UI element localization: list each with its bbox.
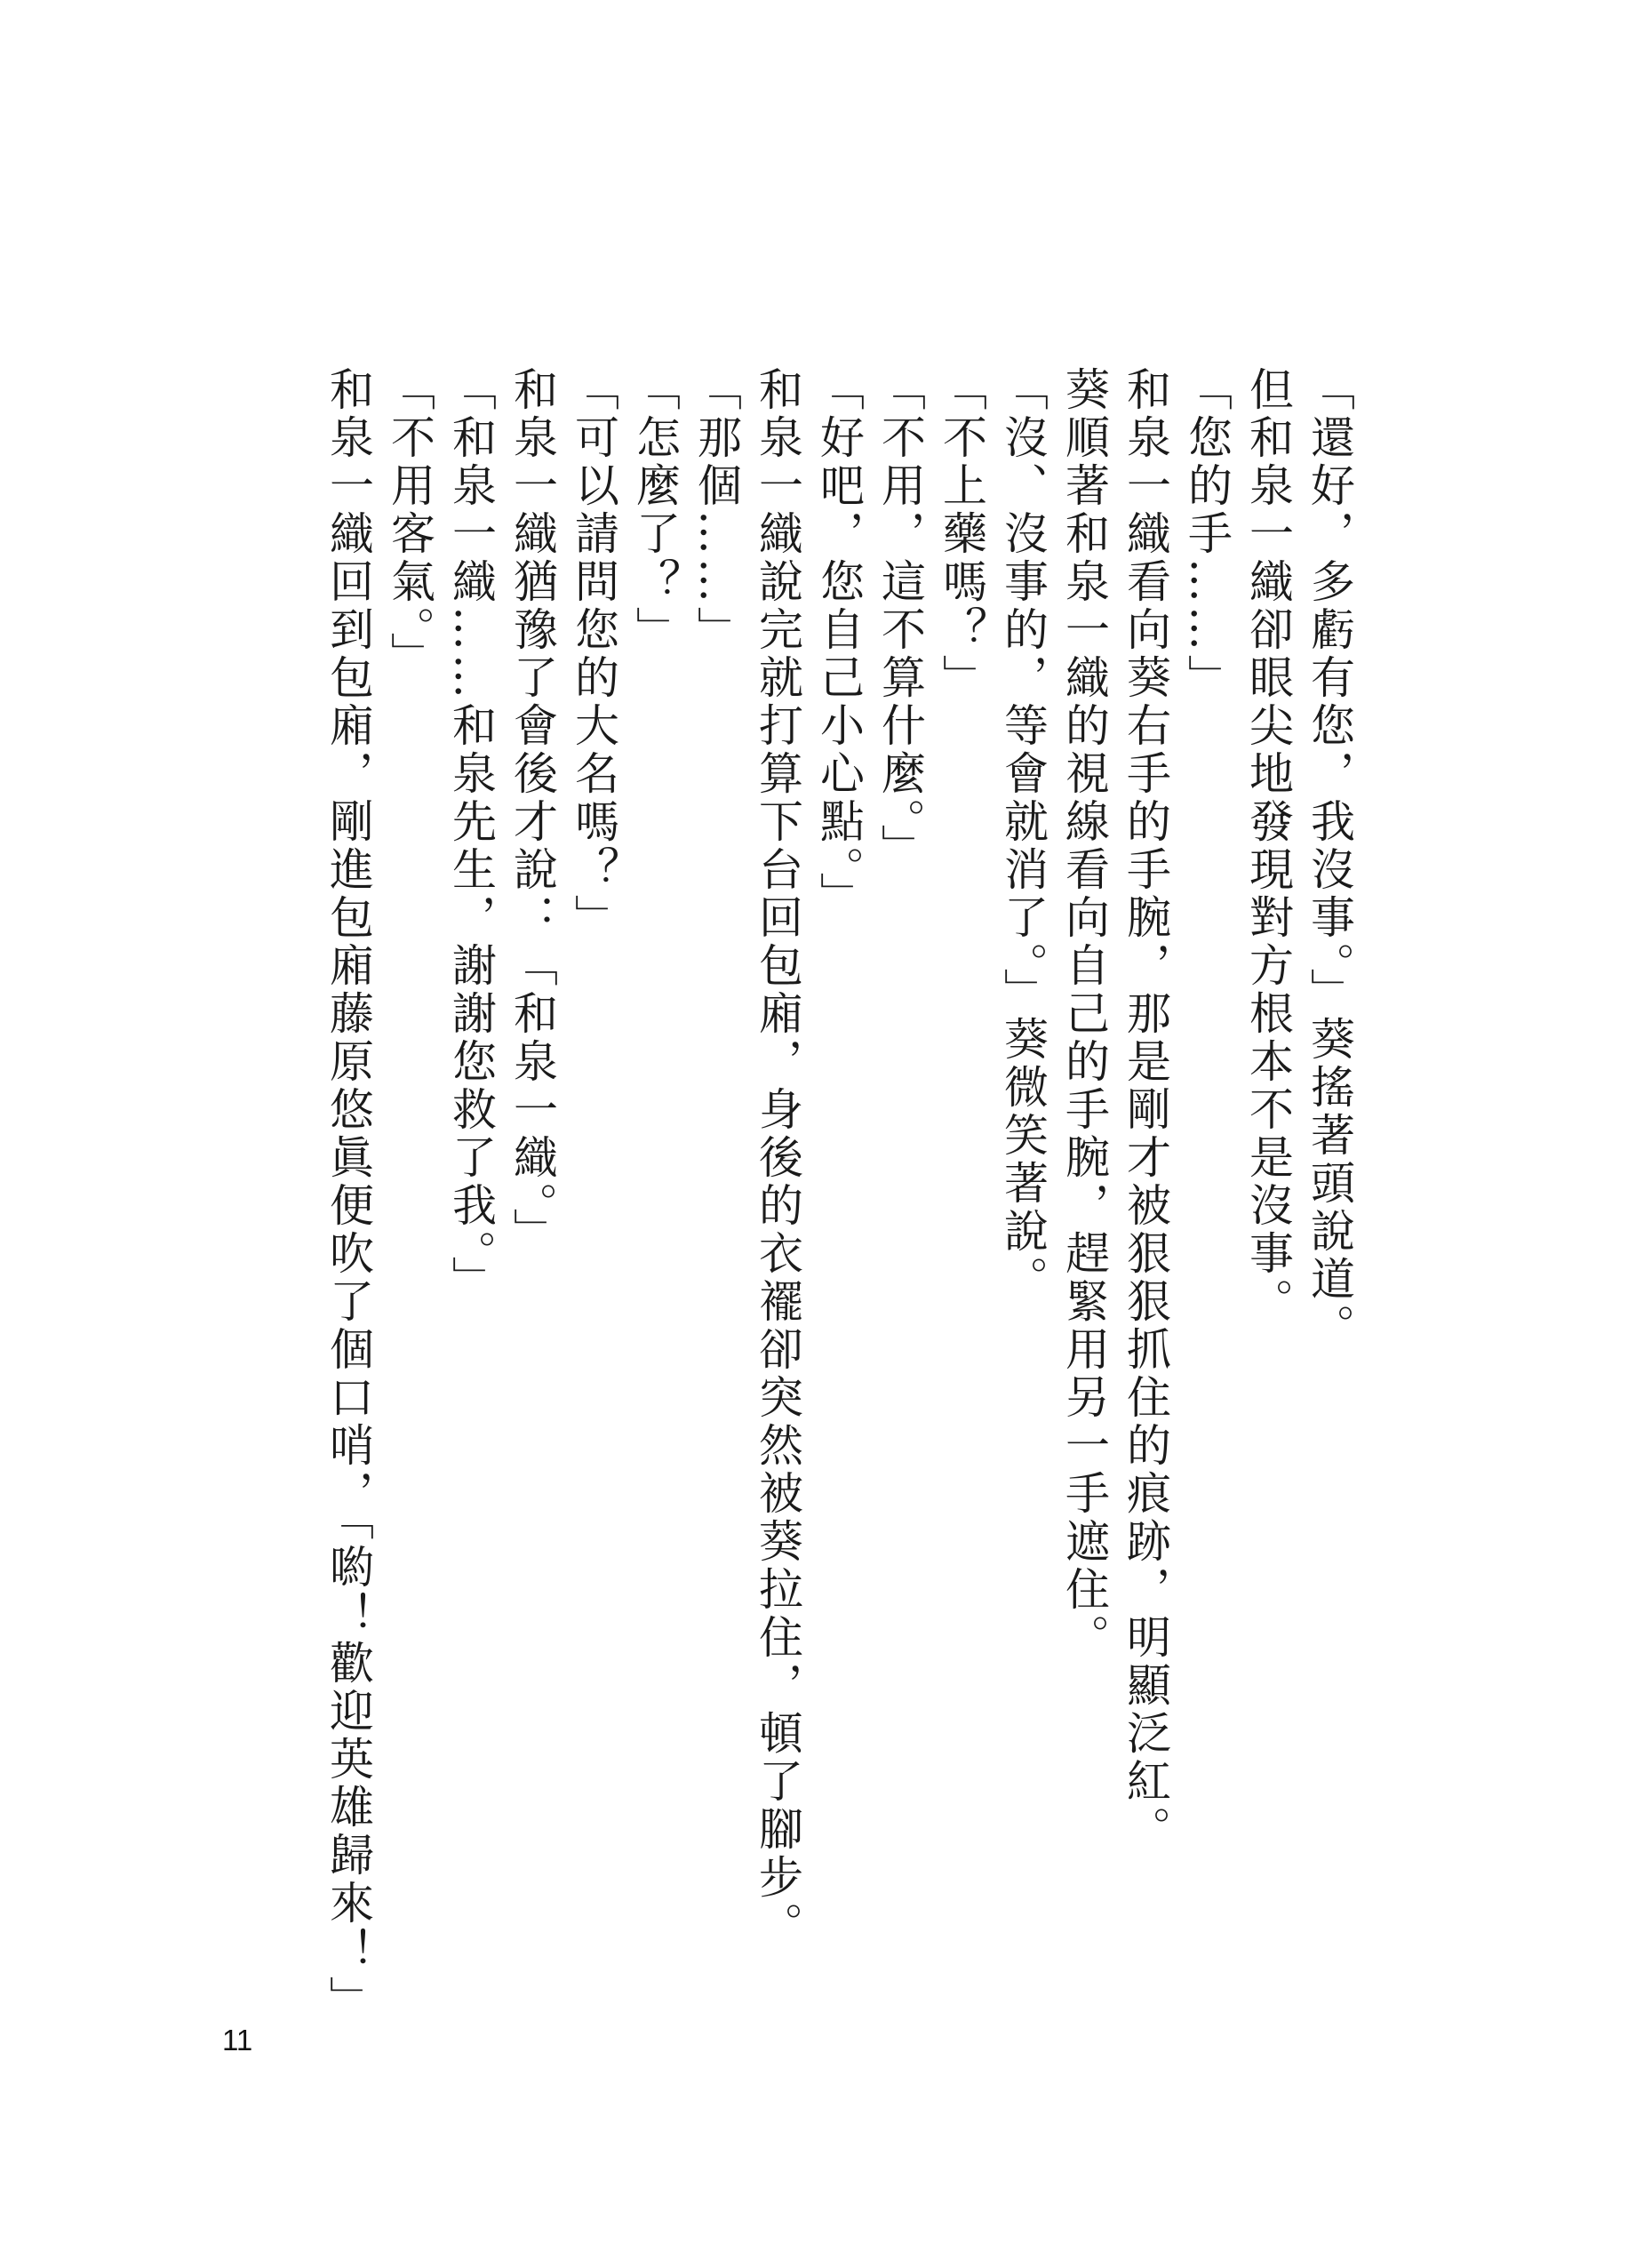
text-line-1: 「還好，多虧有您，我沒事。」葵搖著頭說道。 <box>1304 366 1355 1352</box>
text-line-10: 和泉一織說完就打算下台回包廂，身後的衣襬卻突然被葵拉住，頓了腳步。 <box>752 366 803 1950</box>
text-line-4: 和泉一織看向葵右手的手腕，那是剛才被狠狠抓住的痕跡，明顯泛紅。 <box>1120 366 1171 1854</box>
text-line-2: 但和泉一織卻眼尖地發現對方根本不是沒事。 <box>1242 366 1294 1326</box>
text-line-13: 「可以請問您的大名嗎？」 <box>568 366 619 942</box>
text-line-7: 「不上藥嗎？」 <box>936 366 987 702</box>
text-line-12: 「怎麼了？」 <box>629 366 681 654</box>
text-line-9: 「好吧，您自己小心點。」 <box>813 366 865 920</box>
text-line-5: 葵順著和泉一織的視線看向自己的手腕，趕緊用另一手遮住。 <box>1058 366 1110 1662</box>
text-line-8: 「不用，這不算什麼。」 <box>874 366 926 872</box>
text-line-16: 「不用客氣。」 <box>384 366 435 680</box>
page-number: 11 <box>222 2024 253 2056</box>
vertical-text-body <box>293 366 1360 2024</box>
text-line-14: 和泉一織猶豫了會後才說：「和泉一織。」 <box>507 366 558 1256</box>
text-line-3: 「您的手……」 <box>1181 366 1233 702</box>
text-line-6: 「沒、沒事的，等會就消了。」葵微笑著說。 <box>997 366 1049 1304</box>
text-line-17: 和泉一織回到包廂，剛進包廂藤原悠眞便吹了個口哨，「喲！歡迎英雄歸來！」 <box>323 366 374 2024</box>
text-line-15: 「和泉一織……和泉先生，謝謝您救了我。」 <box>445 366 497 1304</box>
text-line-11: 「那個……」 <box>690 366 742 654</box>
